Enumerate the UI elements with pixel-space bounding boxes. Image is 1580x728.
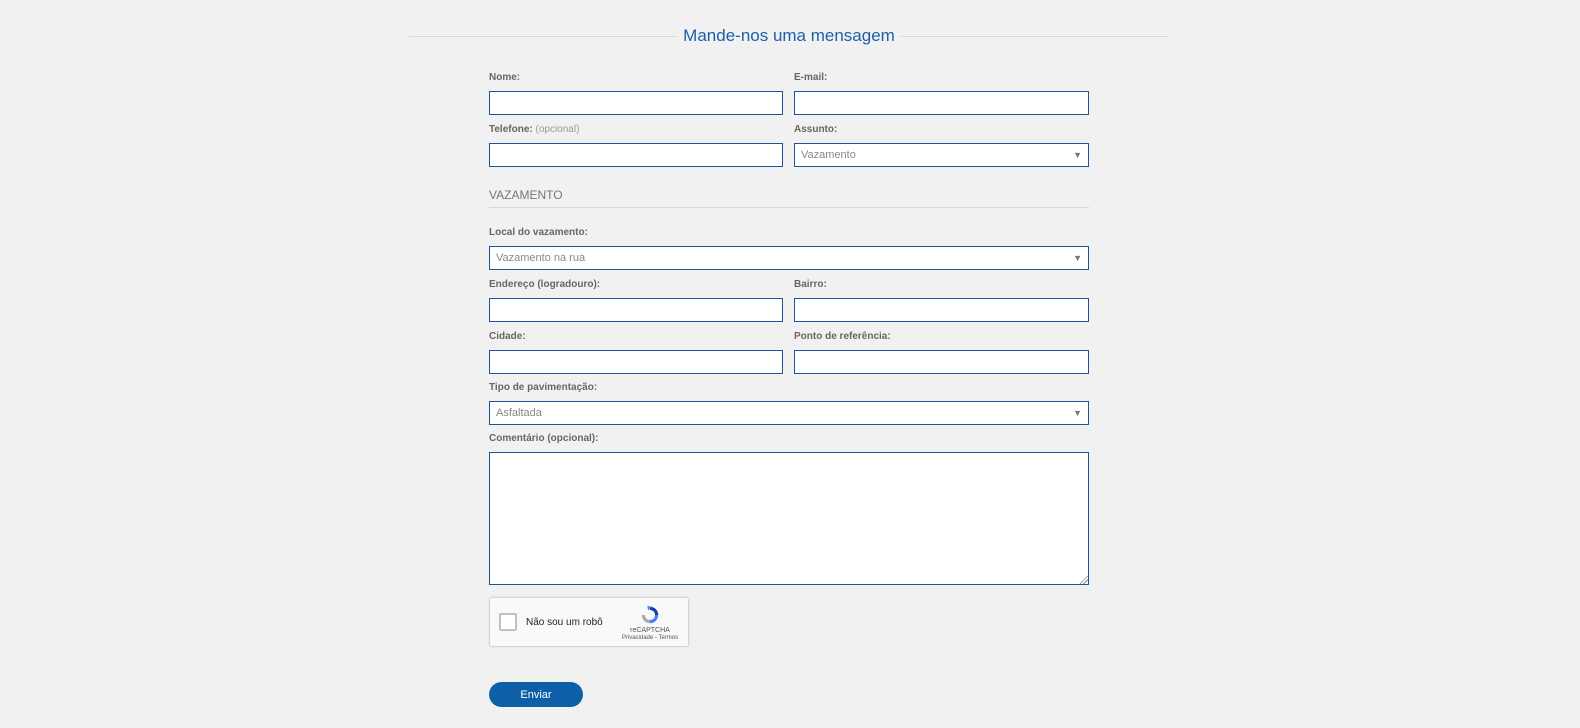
bairro-input[interactable] <box>794 298 1089 322</box>
telefone-input[interactable] <box>489 143 783 167</box>
pavimentacao-selected-value: Asfaltada <box>496 407 542 419</box>
telefone-field-group <box>489 123 783 167</box>
recaptcha-links[interactable]: Privacidade - Termos <box>621 635 679 641</box>
bairro-label: Bairro: <box>794 279 827 290</box>
endereco-field-group <box>489 278 783 322</box>
endereco-label: Endereço (logradouro): <box>489 279 601 290</box>
nome-label: Nome: <box>489 72 521 83</box>
heading-rule-left <box>409 36 677 37</box>
telefone-label <box>489 123 783 137</box>
submit-button[interactable]: Enviar <box>489 682 583 707</box>
comentario-textarea[interactable] <box>489 452 1089 585</box>
email-label: E-mail: <box>794 72 828 83</box>
nome-field-group <box>489 71 783 115</box>
email-field-group <box>794 71 1089 115</box>
email-input[interactable] <box>794 91 1089 115</box>
recaptcha-label: Não sou um robô <box>526 617 603 628</box>
caret-down-icon: ▼ <box>1073 150 1082 160</box>
local-field-group <box>489 226 1089 270</box>
telefone-label-text: Telefone: <box>489 124 533 135</box>
referencia-label: Ponto de referência: <box>794 331 891 342</box>
local-label: Local do vazamento: <box>489 227 588 238</box>
bairro-field-group <box>794 278 1089 322</box>
comentario-field-group <box>489 432 1089 585</box>
recaptcha-widget <box>489 597 689 647</box>
recaptcha-logo <box>620 604 680 641</box>
referencia-input[interactable] <box>794 350 1089 374</box>
telefone-optional-hint: (opcional) <box>535 124 580 135</box>
pavimentacao-label: Tipo de pavimentação: <box>489 382 598 393</box>
assunto-select[interactable] <box>794 143 1089 167</box>
section-heading: VAZAMENTO <box>489 188 1089 208</box>
page-title: Mande-nos uma mensagem <box>683 26 895 45</box>
cidade-label: Cidade: <box>489 331 526 342</box>
recaptcha-icon <box>639 604 661 626</box>
heading-rule-right <box>901 36 1169 37</box>
pavimentacao-field-group <box>489 381 1089 425</box>
pavimentacao-select[interactable] <box>489 401 1089 425</box>
assunto-selected-value: Vazamento <box>801 149 856 161</box>
referencia-field-group <box>794 330 1089 374</box>
cidade-input[interactable] <box>489 350 783 374</box>
recaptcha-brand: reCAPTCHA <box>630 627 670 634</box>
assunto-field-group <box>794 123 1089 167</box>
caret-down-icon: ▼ <box>1073 253 1082 263</box>
local-selected-value: Vazamento na rua <box>496 252 586 264</box>
page-heading <box>409 22 1169 50</box>
local-select[interactable] <box>489 246 1089 270</box>
recaptcha-checkbox[interactable] <box>499 613 517 631</box>
resize-handle-icon[interactable] <box>1079 575 1088 584</box>
caret-down-icon: ▼ <box>1073 408 1082 418</box>
comentario-wrapper <box>489 452 1089 585</box>
nome-input[interactable] <box>489 91 783 115</box>
endereco-input[interactable] <box>489 298 783 322</box>
comentario-label: Comentário (opcional): <box>489 433 599 444</box>
assunto-label: Assunto: <box>794 124 838 135</box>
cidade-field-group <box>489 330 783 374</box>
